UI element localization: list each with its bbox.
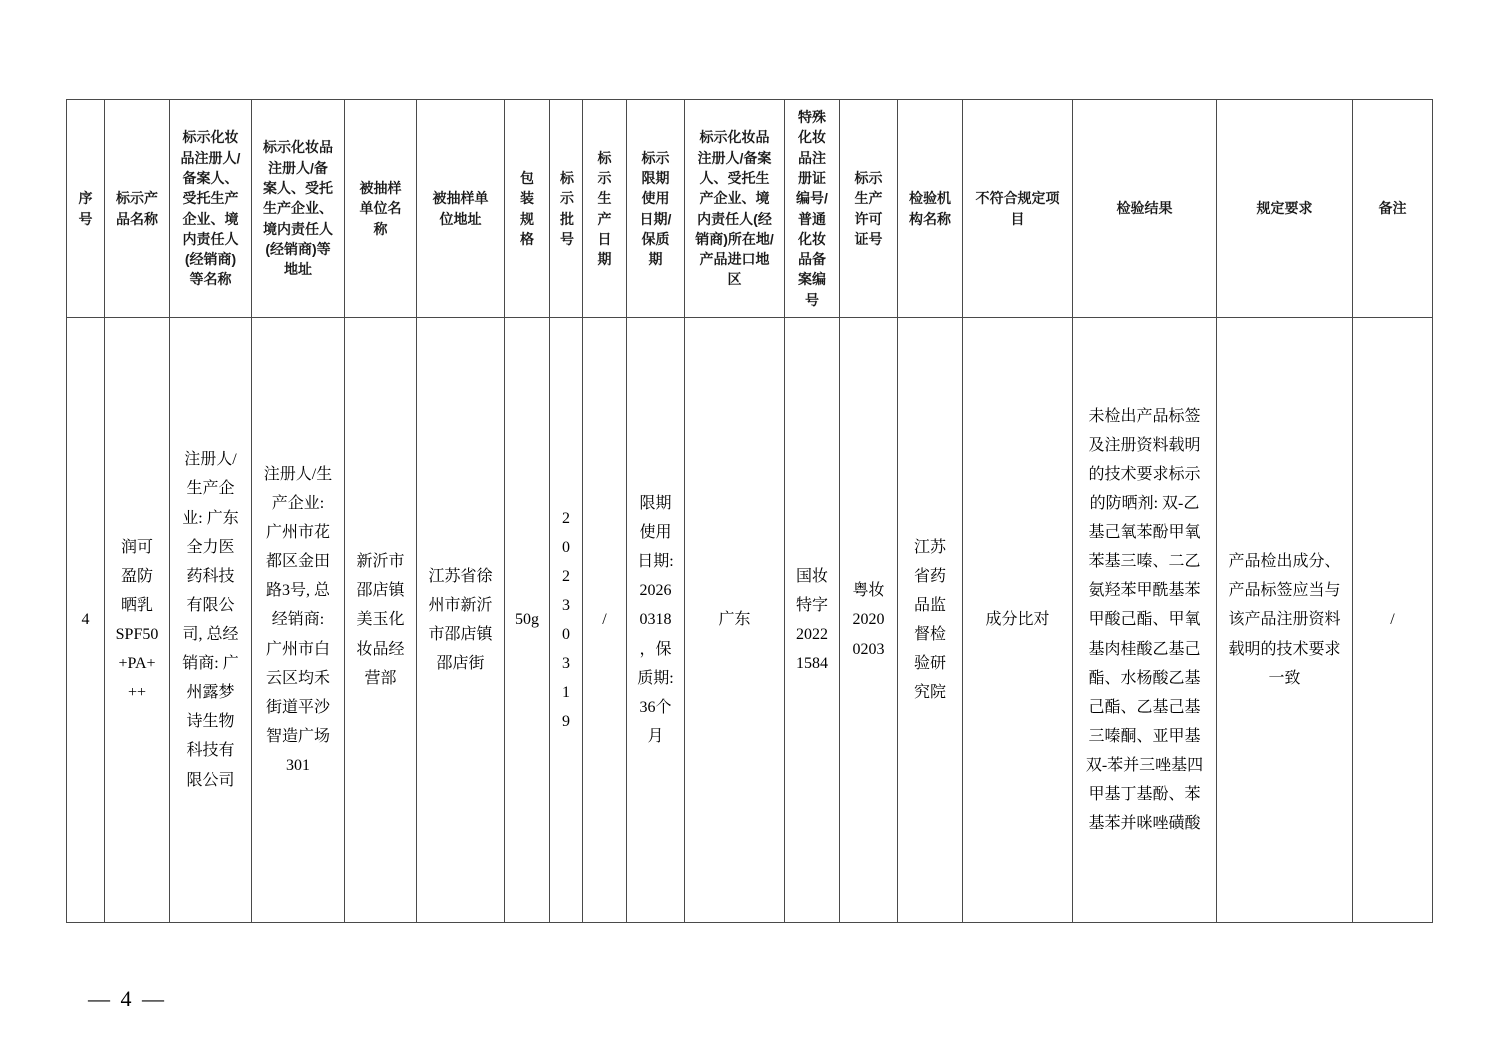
cell-sampled-unit-name: 新沂市邵店镇美玉化妆品经营部 (345, 318, 417, 923)
header-license-no: 标示生产许可证号 (840, 100, 898, 318)
cell-required-standard: 产品检出成分、产品标签应当与该产品注册资料载明的技术要求一致 (1217, 318, 1353, 923)
cell-production-date: / (583, 318, 627, 923)
cell-nonconforming-item: 成分比对 (963, 318, 1073, 923)
header-nonconforming-item: 不符合规定项目 (963, 100, 1073, 318)
data-row (67, 318, 1433, 923)
header-registrant-name: 标示化妆品注册人/备案人、受托生产企业、境内责任人(经销商)等名称 (170, 100, 252, 318)
header-product-name: 标示产品名称 (105, 100, 170, 318)
header-region: 标示化妆品注册人/备案人、受托生产企业、境内责任人(经销商)所在地/产品进口地区 (685, 100, 785, 318)
cell-seq: 4 (67, 318, 105, 923)
header-remark: 备注 (1353, 100, 1433, 318)
header-registration-no: 特殊化妆品注册证编号/普通化妆品备案编号 (785, 100, 840, 318)
cell-registrant-name: 注册人/生产企业: 广东全力医药科技有限公司, 总经销商: 广州露梦诗生物科技有限公司 (170, 318, 252, 923)
cell-inspection-result: 未检出产品标签及注册资料载明的技术要求标示的防晒剂: 双-乙基己氧苯酚甲氧苯基三嗪、二乙氨羟苯甲酰基苯甲酸己酯、甲氧基肉桂酸乙基己酯、水杨酸乙基己酯、乙基己基三嗪酮、亚甲基双-苯并三唑基四甲基丁基酚、苯基苯并咪唑磺酸 (1073, 318, 1217, 923)
header-registrant-address: 标示化妆品注册人/备案人、受托生产企业、境内责任人(经销商)等地址 (252, 100, 345, 318)
page-number: — 4 — (88, 986, 164, 1011)
header-expiry: 标示限期使用日期/保质期 (627, 100, 685, 318)
header-row (67, 100, 1433, 318)
cell-batch-no: 20230319 (550, 318, 583, 923)
header-production-date: 标示生产日期 (583, 100, 627, 318)
cell-remark: / (1353, 318, 1433, 923)
cell-region: 广东 (685, 318, 785, 923)
header-sampled-unit-address: 被抽样单位地址 (417, 100, 505, 318)
cell-registration-no: 国妆特字20221584 (785, 318, 840, 923)
header-required-standard: 规定要求 (1217, 100, 1353, 318)
header-sampled-unit-name: 被抽样单位名称 (345, 100, 417, 318)
cell-sampled-unit-address: 江苏省徐州市新沂市邵店镇邵店街 (417, 318, 505, 923)
cell-inspection-agency: 江苏省药品监督检验研究院 (898, 318, 963, 923)
cell-license-no: 粤妆20200203 (840, 318, 898, 923)
header-batch-no: 标示批号 (550, 100, 583, 318)
cell-product-name: 润可盈防晒乳SPF50+PA+++ (105, 318, 170, 923)
cell-package-spec: 50g (505, 318, 550, 923)
header-inspection-result: 检验结果 (1073, 100, 1217, 318)
inspection-results-table (66, 99, 1433, 923)
header-package-spec: 包装规格 (505, 100, 550, 318)
header-seq: 序号 (67, 100, 105, 318)
cell-expiry: 限期使用日期: 20260318，保质期: 36个月 (627, 318, 685, 923)
cell-registrant-address: 注册人/生产企业: 广州市花都区金田路3号, 总经销商: 广州市白云区均禾街道平沙智造广场301 (252, 318, 345, 923)
header-inspection-agency: 检验机构名称 (898, 100, 963, 318)
